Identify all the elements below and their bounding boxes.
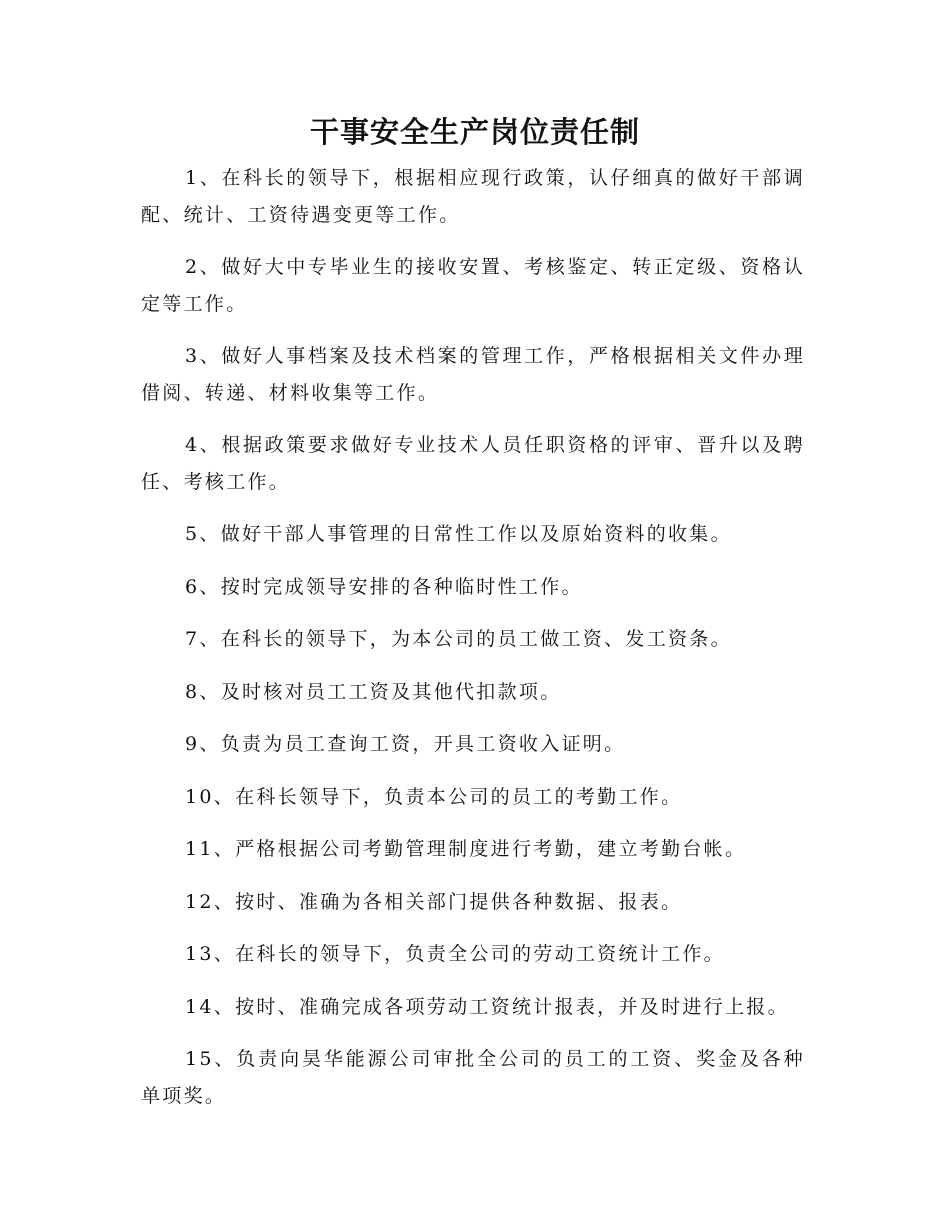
paragraph-8: 8、及时核对员工工资及其他代扣款项。 <box>185 680 562 703</box>
paragraph-5: 5、做好干部人事管理的日常性工作以及原始资料的收集。 <box>185 523 732 545</box>
document-body <box>141 160 805 1130</box>
paragraph-1: 1、在科长的领导下，根据相应现行政策，认仔细真的做好干部调配、统计、工资待遇变更等工作。 <box>141 167 805 226</box>
paragraph-6: 6、按时完成领导安排的各种临时性工作。 <box>185 575 583 598</box>
paragraph-10: 10、在科长领导下，负责本公司的员工的考勤工作。 <box>185 785 683 808</box>
paragraph-11: 11、严格根据公司考勤管理制度进行考勤，建立考勤台帐。 <box>185 838 747 860</box>
paragraph-13: 13、在科长的领导下，负责全公司的劳动工资统计工作。 <box>185 943 725 965</box>
paragraph-12: 12、按时、准确为各相关部门提供各种数据、报表。 <box>185 890 683 913</box>
paragraph-14: 14、按时、准确完成各项劳动工资统计报表，并及时进行上报。 <box>185 995 789 1018</box>
paragraph-9: 9、负责为员工查询工资，开具工资收入证明。 <box>185 733 626 755</box>
document-title: 干事安全生产岗位责任制 <box>309 115 640 149</box>
paragraph-2: 2、做好大中专毕业生的接收安置、考核鉴定、转正定级、资格认定等工作。 <box>141 256 805 315</box>
paragraph-4: 4、根据政策要求做好专业技术人员任职资格的评审、晋升以及聘任、考核工作。 <box>141 434 805 493</box>
paragraph-7: 7、在科长的领导下，为本公司的员工做工资、发工资条。 <box>185 628 732 650</box>
paragraph-15: 15、负责向昊华能源公司审批全公司的员工的工资、奖金及各种单项奖。 <box>141 1048 805 1107</box>
paragraph-3: 3、做好人事档案及技术档案的管理工作，严格根据相关文件办理借阅、转递、材料收集等工作。 <box>141 345 805 404</box>
